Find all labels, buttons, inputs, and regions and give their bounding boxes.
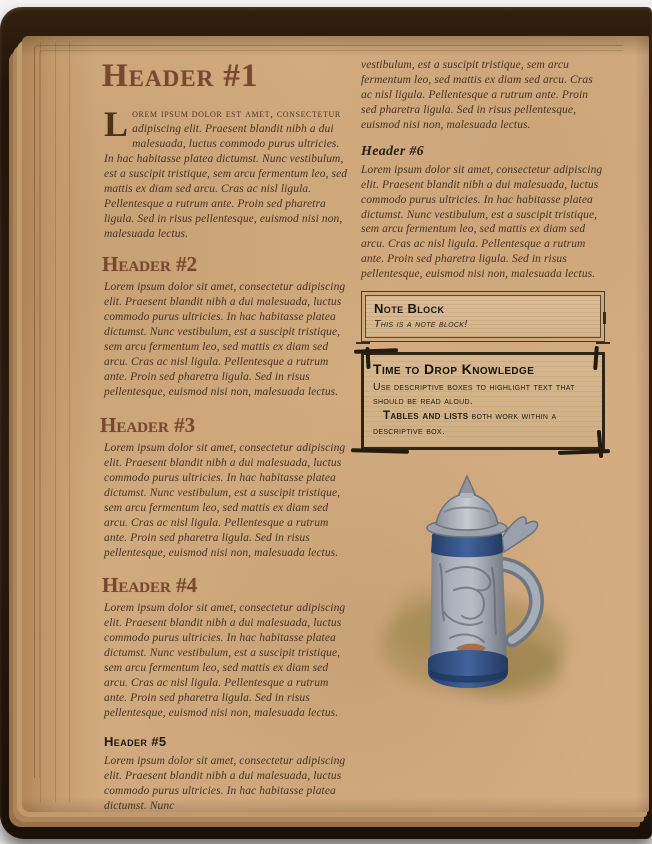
header-4: Header #4: [102, 573, 198, 598]
column-2: [361, 48, 605, 819]
brush-corner-stroke: [351, 448, 409, 454]
beer-stein-illustration: [374, 472, 592, 710]
header-2: Header #2: [102, 252, 198, 277]
note-block-inner: [365, 295, 601, 338]
page-crease: [40, 42, 41, 802]
descriptive-block: [361, 352, 605, 450]
header-1: Header #1: [102, 58, 259, 94]
descriptive-block-title: Time to Drop Knowledge: [373, 361, 535, 378]
paragraph-4: Lorem ipsum dolor sit amet, consectetur adipiscing elit. Praesent blandit nibh a dui malesuada, luctus commodo purus ultricies. In hac habitasse platea dictumst. Nunc vestibulum, est a suscipit tristique, sem arcu fermentum leo, sed mattis ex diam sed arcu. Cras ac nisl ligula. Pellentesque a rutrum ante. Proin sed pharetra ligula. Sed in risus pellentesque, euismod nisi non, malesuada lectus.: [104, 602, 346, 719]
brush-corner-stroke: [354, 348, 398, 354]
header-6: Header #6: [361, 143, 424, 159]
descriptive-block-line2-bold: Tables and lists: [383, 409, 469, 422]
note-border-tick: [603, 312, 606, 324]
column-1: [100, 48, 348, 819]
book-cover: [0, 7, 652, 839]
page-crease: [69, 42, 70, 802]
paragraph-3: Lorem ipsum dolor sit amet, consectetur adipiscing elit. Praesent blandit nibh a dui malesuada, luctus commodo purus ultricies. In hac habitasse platea dictumst. Nunc vestibulum, est a suscipit tristique, sem arcu fermentum leo, sed mattis ex diam sed arcu. Cras ac nisl ligula. Pellentesque a rutrum ante. Proin sed pharetra ligula. Sed in risus pellentesque, euismod nisi non, malesuada lectus.: [104, 441, 346, 559]
paragraph-5: Lorem ipsum dolor sit amet, consectetur adipiscing elit. Praesent blandit nibh a dui malesuada, luctus commodo purus ultricies. In hac habitasse platea dictumst. Nunc: [104, 754, 346, 812]
beer-stein-svg: [374, 472, 592, 710]
page-crease: [55, 42, 56, 802]
paragraph-1-rest: adipiscing elit. Praesent blandit nibh a dui malesuada, luctus commodo purus ultricies. In hac habitasse platea dictumst. Nunc vestibulum, est a suscipit tristique, sem arcu fermentum leo, sed mattis ex diam sed arcu. Cras ac nisl ligula. Pellentesque a rutrum ante. Proin sed pharetra ligula. Sed in risus pellentesque, euismod nisi non, malesuada lectus.: [104, 122, 348, 240]
drop-cap: L: [104, 104, 129, 144]
page-content: [100, 48, 606, 819]
header-5: Header #5: [104, 733, 167, 749]
paragraph-6: Lorem ipsum dolor sit amet, consectetur adipiscing elit. Praesent blandit nibh a dui malesuada, luctus commodo purus ultricies. In hac habitasse platea dictumst. Nunc vestibulum, est a suscipit tristique, sem arcu fermentum leo, sed mattis ex diam sed arcu. Cras ac nisl ligula. Pellentesque a rutrum ante. Proin sed pharetra ligula. Sed in risus pellentesque, euismod nisi non, malesuada lectus.: [361, 163, 603, 281]
paragraph-1: [104, 104, 348, 241]
header-3: Header #3: [100, 412, 196, 437]
paragraph-2: Lorem ipsum dolor sit amet, consectetur adipiscing elit. Praesent blandit nibh a dui malesuada, luctus commodo purus ultricies. In hac habitasse platea dictumst. Nunc vestibulum, est a suscipit tristique, sem arcu fermentum leo, sed mattis ex diam sed arcu. Cras ac nisl ligula. Pellentesque a rutrum ante. Proin sed pharetra ligula. Sed in risus pellentesque, euismod nisi non, malesuada lectus.: [104, 281, 346, 398]
descriptive-block-line2: [373, 409, 593, 439]
note-border-tick: [356, 342, 370, 344]
paragraph-1-lead: orem ipsum dolor est amet, consectetur: [132, 108, 341, 120]
note-block: [361, 291, 605, 342]
descriptive-block-line2-rest: both work within a descriptive box.: [373, 409, 557, 438]
paragraph-5-continued: vestibulum, est a suscipit tristique, sem arcu fermentum leo, sed mattis ex diam sed arcu. Cras ac nisl ligula. Pellentesque a rutrum ante. Proin sed pharetra ligula. Sed in risus pellentesque, euismod nisi non, malesuada lectus.: [361, 59, 593, 131]
parchment-page: [22, 36, 649, 812]
descriptive-block-line1: Use descriptive boxes to highlight text that should be read aloud.: [373, 381, 575, 408]
note-border-tick: [596, 342, 610, 344]
note-block-body: This is a note block!: [374, 318, 468, 331]
note-block-title: Note Block: [374, 301, 445, 317]
brush-corner-stroke: [593, 346, 599, 370]
brush-corner-stroke: [597, 430, 603, 458]
